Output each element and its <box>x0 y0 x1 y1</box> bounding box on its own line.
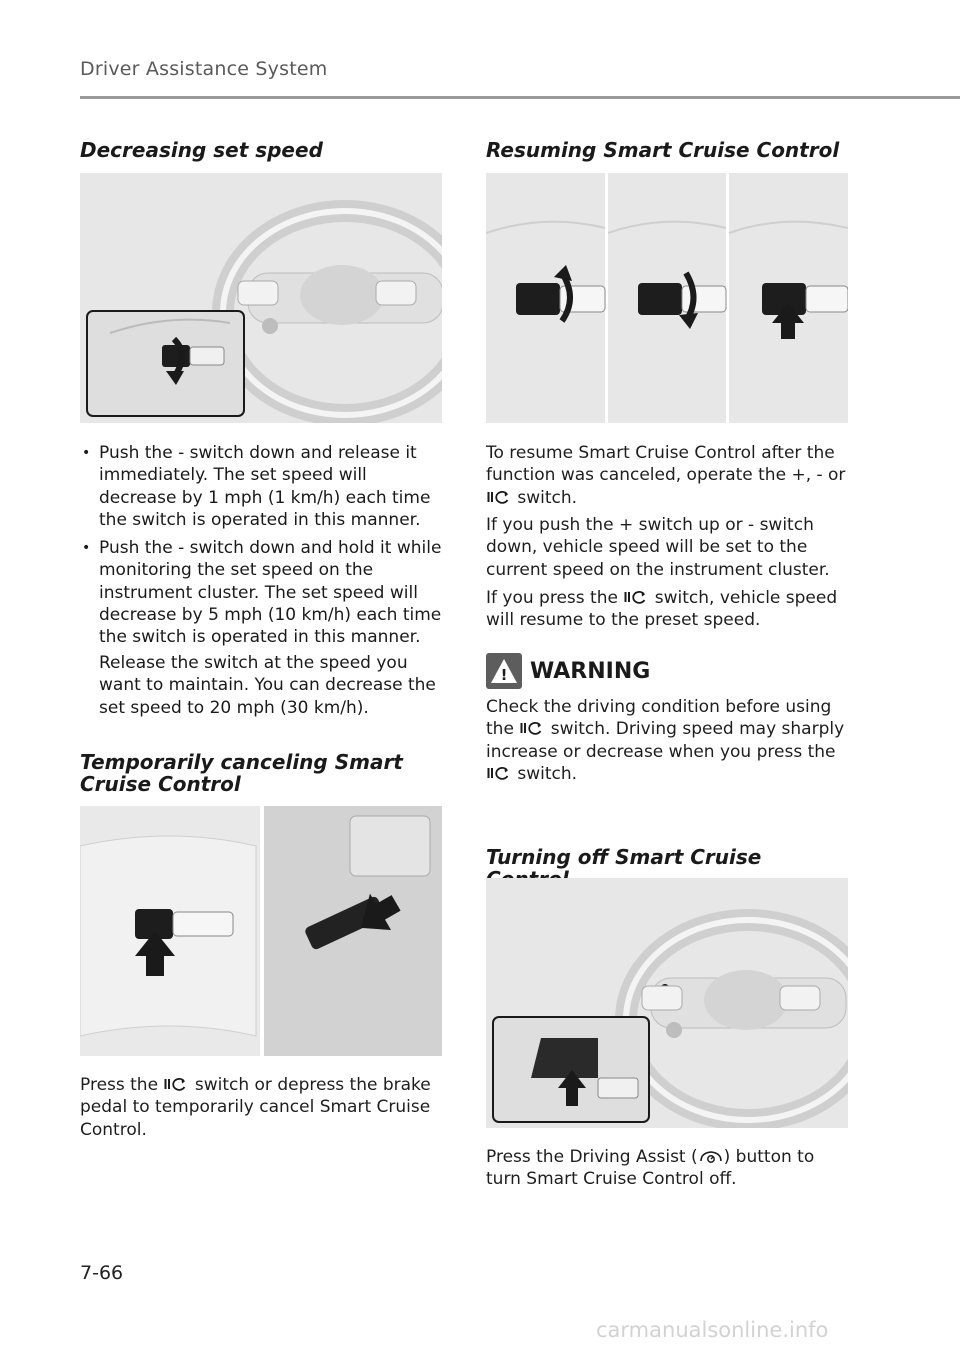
decreasing-bullet-list <box>80 442 442 655</box>
heading-temporarily-canceling: Temporarily canceling Smart Cruise Control <box>80 750 403 796</box>
figure-steering-wheel-minus-switch <box>80 173 442 423</box>
heading-turning-off: Turning off Smart Cruise <box>486 845 762 869</box>
driving-assist-icon <box>698 1148 724 1164</box>
heading-decreasing-set-speed: Decreasing set speed <box>80 138 323 162</box>
warning-heading <box>486 653 650 689</box>
heading-resuming: Resuming Smart Cruise Control <box>486 138 840 162</box>
warning-label: WARNING <box>530 658 651 684</box>
warning-symbol: ! <box>500 666 508 684</box>
cruise-resume-icon <box>163 1076 189 1092</box>
resume-paragraph-3: If you press the switch, vehicle speed will resume to the preset speed. <box>486 588 838 631</box>
cruise-resume-icon <box>519 720 545 736</box>
page-number: 7-66 <box>80 1262 124 1284</box>
cruise-resume-icon <box>486 765 512 781</box>
resume-paragraph-1: To resume Smart Cruise Control after the function was canceled, operate the +, - or switch. <box>486 443 846 508</box>
cancel-instruction: Press the switch or depress the brake pedal to temporarily cancel Smart Cruise Control. <box>80 1075 431 1140</box>
bullet-item: • Push the - switch down and hold it while monitoring the set speed on the instrument cluster. The set speed will decrease by 5 mph (10 km/h) each time the switch is operated in this manner. <box>80 537 442 648</box>
header-divider <box>80 96 960 99</box>
figure-resume-switch-sequence <box>486 173 848 423</box>
figure-driving-assist-button <box>486 878 848 1128</box>
figure-cancel-switch-and-brake <box>80 806 442 1056</box>
cruise-resume-icon <box>486 489 512 505</box>
bullet-item: • Push the - switch down and release it immediately. The set speed will decrease by 1 mph (1 km/h) each time the switch is operated in this manner. <box>80 442 442 531</box>
warning-text: Check the driving condition before using the switch. Driving speed may sharply increase or decrease when you press the switch. <box>486 697 845 784</box>
warning-triangle-icon <box>486 653 522 689</box>
turn-off-instruction: Press the Driving Assist ( ) button to turn Smart Cruise Control off. <box>486 1147 815 1190</box>
resume-paragraph-2: If you push the + switch up or - switch down, vehicle speed will be set to the current speed on the instrument cluster. <box>486 515 830 580</box>
section-title: Driver Assistance System <box>80 58 328 80</box>
release-note: Release the switch at the speed you want to maintain. You can decrease the set speed to 20 mph (30 km/h). <box>99 653 436 718</box>
cruise-resume-icon <box>623 589 649 605</box>
watermark: carmanualsonline.info <box>596 1318 829 1342</box>
